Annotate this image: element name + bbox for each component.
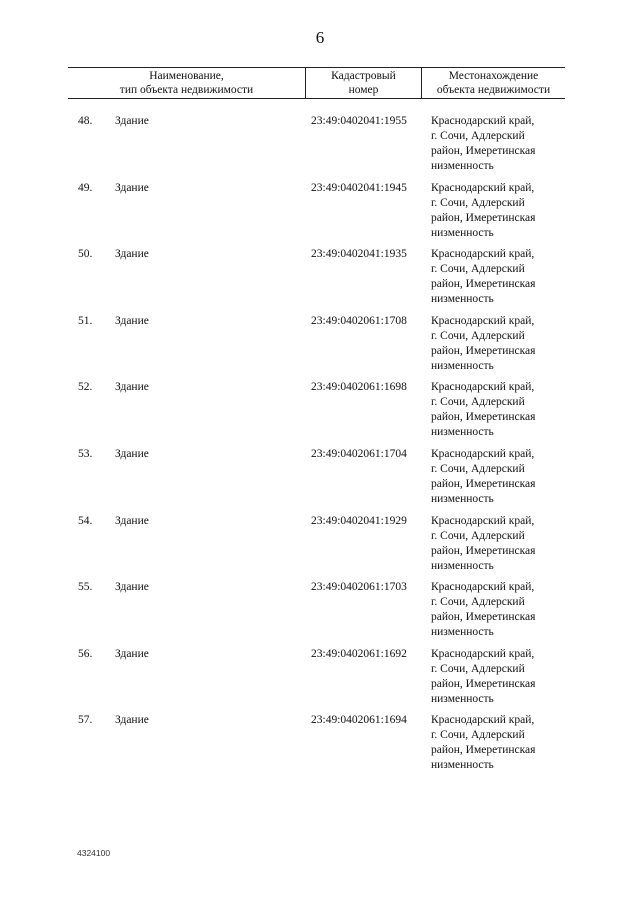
table-body (0, 114, 640, 780)
header-cad-line1: Кадастровый (331, 70, 396, 82)
cadastral-number: 23:49:0402061:1694 (311, 714, 407, 727)
cadastral-number: 23:49:0402061:1698 (311, 381, 407, 394)
location-line: район, Имеретинская (431, 677, 536, 690)
header-name-column (68, 68, 305, 98)
table-row (0, 114, 640, 181)
location-line: район, Имеретинская (431, 744, 536, 757)
table-row (0, 380, 640, 447)
location-line: низменность (431, 426, 494, 439)
table-row (0, 314, 640, 381)
location-line: низменность (431, 359, 494, 372)
row-number: 57. (78, 714, 93, 727)
cadastral-number: 23:49:0402061:1704 (311, 447, 407, 460)
location-line: г. Сочи, Адлерский (431, 130, 525, 142)
location-line: Краснодарский край, (431, 248, 535, 261)
location-line: Краснодарский край, (431, 581, 535, 594)
object-location (431, 247, 566, 307)
object-location (431, 514, 566, 574)
location-line: район, Имеретинская (431, 611, 536, 624)
row-number: 49. (78, 181, 93, 194)
table-row (0, 181, 640, 248)
location-line: г. Сочи, Адлерский (431, 329, 525, 342)
location-line: Краснодарский край, (431, 447, 535, 460)
header-name-line2: тип объекта недвижимости (119, 84, 254, 96)
header-cadastral-column (305, 68, 421, 98)
location-line: Краснодарский край, (431, 181, 535, 194)
cadastral-number: 23:49:0402041:1955 (311, 115, 407, 127)
header-loc-line1: Местонахождение (448, 70, 539, 82)
location-line: район, Имеретинская (431, 477, 536, 490)
object-location (431, 314, 566, 374)
header-cad-line2: номер (348, 84, 379, 96)
table-row (0, 447, 640, 514)
location-line: г. Сочи, Адлерский (431, 662, 525, 675)
location-line: г. Сочи, Адлерский (431, 462, 525, 475)
object-location (431, 647, 566, 707)
table-header (68, 67, 565, 99)
location-line: Краснодарский край, (431, 647, 535, 660)
object-type: Здание (115, 248, 149, 261)
location-line: низменность (431, 160, 494, 172)
row-number: 55. (78, 581, 93, 594)
object-type: Здание (115, 514, 149, 527)
location-line: г. Сочи, Адлерский (431, 396, 525, 409)
page-number: 6 (315, 28, 325, 47)
location-line: Краснодарский край, (431, 115, 535, 127)
location-line: г. Сочи, Адлерский (431, 196, 525, 209)
location-line: район, Имеретинская (431, 544, 536, 557)
footer-document-code: 4324100 (77, 848, 111, 858)
object-type: Здание (115, 115, 149, 127)
location-line: Краснодарский край, (431, 714, 535, 727)
object-type: Здание (115, 381, 149, 394)
location-line: г. Сочи, Адлерский (431, 263, 525, 276)
object-type: Здание (115, 314, 149, 327)
header-location-column (421, 68, 565, 98)
location-line: низменность (431, 226, 494, 239)
header-name-line1: Наименование, (149, 70, 224, 82)
cadastral-number: 23:49:0402041:1929 (311, 514, 407, 527)
object-type: Здание (115, 714, 149, 727)
location-line: низменность (431, 559, 494, 572)
row-number: 50. (78, 248, 93, 261)
location-line: низменность (431, 626, 494, 639)
location-line: Краснодарский край, (431, 314, 535, 327)
location-line: район, Имеретинская (431, 211, 536, 224)
location-line: район, Имеретинская (431, 278, 536, 291)
row-number: 52. (78, 381, 93, 394)
location-line: Краснодарский край, (431, 381, 535, 394)
cadastral-number: 23:49:0402041:1935 (311, 248, 407, 261)
location-line: г. Сочи, Адлерский (431, 529, 525, 542)
object-location (431, 447, 566, 507)
object-type: Здание (115, 447, 149, 460)
object-type: Здание (115, 581, 149, 594)
table-row (0, 247, 640, 314)
object-location (431, 580, 566, 640)
location-line: низменность (431, 293, 494, 306)
table-row (0, 647, 640, 714)
object-location (431, 114, 566, 174)
object-location (431, 181, 566, 241)
row-number: 56. (78, 647, 93, 660)
location-line: г. Сочи, Адлерский (431, 729, 525, 742)
row-number: 53. (78, 447, 93, 460)
row-number: 51. (78, 314, 93, 327)
object-location (431, 380, 566, 440)
location-line: район, Имеретинская (431, 145, 536, 157)
cadastral-number: 23:49:0402061:1708 (311, 314, 407, 327)
object-location (431, 713, 566, 773)
location-line: район, Имеретинская (431, 344, 536, 357)
location-line: Краснодарский край, (431, 514, 535, 527)
object-type: Здание (115, 647, 149, 660)
table-row (0, 713, 640, 780)
cadastral-number: 23:49:0402061:1703 (311, 581, 407, 594)
location-line: г. Сочи, Адлерский (431, 596, 525, 609)
row-number: 54. (78, 514, 93, 527)
header-loc-line2: объекта недвижимости (436, 84, 551, 96)
table-row (0, 580, 640, 647)
cadastral-number: 23:49:0402061:1692 (311, 647, 407, 660)
location-line: низменность (431, 692, 494, 705)
object-type: Здание (115, 181, 149, 194)
table-row (0, 514, 640, 581)
location-line: низменность (431, 492, 494, 505)
row-number: 48. (78, 115, 93, 127)
cadastral-number: 23:49:0402041:1945 (311, 181, 407, 194)
location-line: район, Имеретинская (431, 411, 536, 424)
location-line: низменность (431, 759, 494, 772)
